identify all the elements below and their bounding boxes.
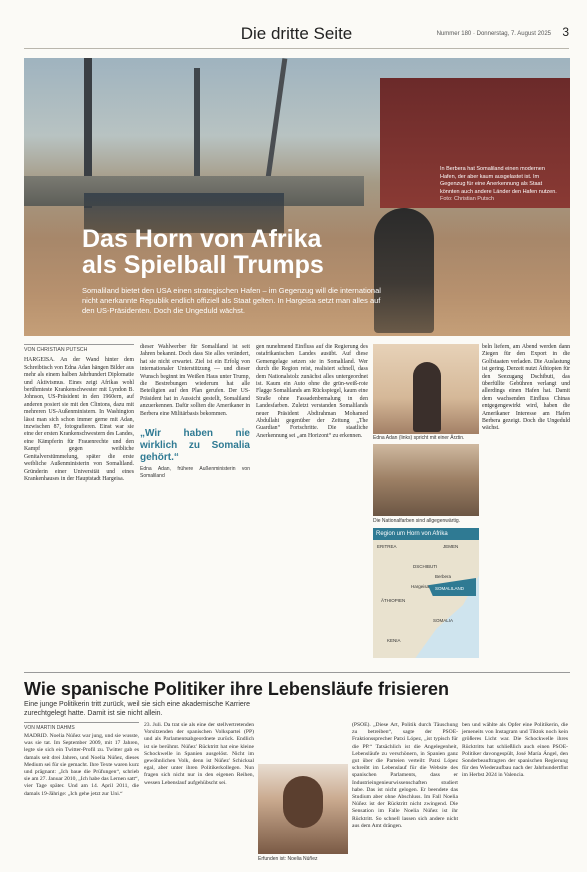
section-title: Die dritte Seite — [240, 24, 353, 43]
article2-headline: Wie spanische Politiker ihre Lebensläufe frisieren — [24, 672, 570, 700]
column-text: dieser Wahlwerber für Somaliland ist seit Jahren bekannt. Doch dass Sie alles verändert, hat sie nicht erwartet. Ziel ist ein Erfolg von internationaler Unterstützung — und dieser Wunsch beginnt im Weißen Haus unter Trump, die Bestrebungen wiederum hat alle Beteiligten auf den Plan gerufen. Der US-Präsident hat in Aussicht gestellt, Somaliland anzuerkennen. Dafür sollten die Amerikaner in Berbera eine Militärbasis bekommen. — [140, 344, 250, 417]
map-label: ÄTHIOPIEN — [381, 598, 406, 603]
article-column-2 — [140, 344, 250, 481]
article2-byline: VON MARTIN DAHMS — [24, 722, 139, 731]
issue-meta: Nummer 180 · Donnerstag, 7. August 2025 — [436, 31, 551, 37]
hero-image — [24, 58, 570, 336]
quote-source: Edna Adan, frühere Außenministerin von Somaliland — [140, 466, 250, 480]
photo-edna-adan — [373, 344, 479, 434]
map-label: SOMALILAND — [435, 586, 465, 591]
photo-caption: Erfunden ist: Noelia Núñez — [258, 856, 318, 862]
hero-caption-text: In Berbera hat Somaliland einen modernen Hafen, der aber kaum ausgelastet ist. Im Gegenzug für eine Anerkennung als Staat könnten auch andere Länder den Hafen nutzen. — [440, 166, 557, 195]
hero-caption-credit: Foto: Christian Putsch — [440, 196, 495, 202]
article2-lead: Eine junge Politikerin tritt zurück, weil sie sich eine akademische Karriere zurechtgelegt hatte. Damit ist sie nicht allein. — [24, 701, 251, 717]
map-label: DSCHIBUTI — [413, 564, 438, 569]
map-label: Hargeisa — [411, 584, 430, 589]
article2-column-1: MADRID. Noelia Núñez war jung, und sie wusste, was sie tat. Im September 2009, mit 17 Jahren, legte sie sich ein Twitter-Profil zu. Twitter gab es damals seit drei Jahren, und Noelia Núñez, dieses Medium sei für sie gemacht. Ihre Texte waren kurz und prägnant: „Ich baue die Prüfungen“, schrieb sie am 27. Januar 2010, „Ich habe das Lernen satt“, vier Tage später. Und am 14. April 2011, die damals 19-Jährige: „Ich gehe jetzt zur Uni.“ — [24, 733, 139, 797]
page-header — [24, 22, 569, 49]
article2-column-5: ben und wählte als Opfer eine Politikerin, die jemeneits von Instagram und Tiktok noch kein größeres Licht war. Die Schockwelle ihres Rücktritts hat schließlich auch einen PSOE-Politiker davongespült, José María Ángel, den Sonderbeauftragten der spanischen Regierung für den Wiederaufbau nach der Jahrhundertflut im Herbst 2024 in Valencia. — [462, 722, 568, 779]
photo-caption: Edna Adan (links) spricht mit einer Ärztin. — [373, 435, 465, 441]
subheadline: Somaliland bietet den USA einen strategischen Hafen – im Gegenzug will die international nicht anerkannte Republik endlich offiziell als Staat gelten. In Hargeisa setzt man alles auf den US-Präsidenten. Doch die Ungeduld wächst. — [82, 286, 381, 315]
photo-national-colors — [373, 444, 479, 516]
article-columns — [24, 344, 570, 658]
map-label: SOMALIA — [433, 618, 454, 623]
article-column-1 — [24, 344, 134, 483]
page-number: 3 — [562, 25, 569, 39]
column-text: HARGEISA. An der Wand hinter dem Schreibtisch von Edna Adan hängen Bilder aus mehr als einem halben Jahrhundert Diplomatie und Aktivismus. Eines zeigt Afrikas wohl berühmteste Krankenschwester mit Lyndon B. Johnson, US-Präsident in den 1960ern, auf anderen posiert sie mit den Clintons, dazu mit mehreren US-Außenministern. In Washington lässt man sich schon immer gerne mit Adan, inzwischen 87, fotografieren. Einst war sie eine der ersten Krankenschwestern des Landes, eine Kämpferin für Frauenrechte und den Kampf gegen weibliche Genitalverstümmelung, später die erste weibliche Außenministerin von Somaliland. Gründerin einer Universität und eines Krankenhauses in der Hauptstadt Hargeisa. — [24, 357, 134, 482]
person-figure — [413, 362, 441, 432]
article2-column-2: 23. Juli. Da trat sie als eine der stellvertretenden Vorsitzenden der spanischen Volkspartei (PP) und als Parlamentsabgeordnete zurück. Endlich ist sie berühmt. Núñez' Rücktritt hat eine kleine Schockwelle in Spanien ausgelöst. Nicht im gewöhnlichen Volk, denn ist Núñez' Schicksal egal, aber unter ihren Politikerkollegen. Nun fragen sich nicht nur in den eigenen Reihen, wessen Lebenslauf aufgehübscht sei. — [144, 722, 254, 786]
article2-column-4 — [352, 722, 458, 830]
hero-caption — [440, 166, 558, 204]
crane-shape — [266, 58, 288, 178]
headline: Das Horn von Afrika als Spielball Trumps — [82, 225, 324, 279]
person-figure — [283, 776, 323, 828]
pull-quote: „Wir haben nie wirklich zu Somalia gehört.“ — [140, 428, 250, 464]
byline: VON CHRISTIAN PUTSCH — [24, 344, 134, 354]
map-label: ERITREA — [377, 544, 397, 549]
column-text: gen nunehmend Einfluss auf die Regierung des ostafrikanischen Landes ausübt. Auf diese Gemengelage setzen sie in Somaliland. Wer durch die Region reist, realisiert schnell, dass dem Nationalstolz zunächst alles untergeordnet ist. Kaum ein Auto ohne die grün-weiß-rote Flagge Somalilands am Rückspiegel, kaum eine Straße ohne Fassadenbemalung in den Landesfarben. Zuletzt verstanden Somalilands neuer Präsident Abdirahman Mohamed Abdullahi gegenüber der Zeitung „The Guardian“ Fortschritte. Die staatliche Anerkennung sei „am Horizont“ zu erkennen. — [256, 344, 368, 439]
article-column-3 — [256, 344, 368, 440]
photo-caption: Die Nationalfarben sind allgegenwärtig. — [373, 518, 460, 524]
region-map — [373, 528, 479, 658]
map-title: Region um Horn von Afrika — [373, 528, 479, 540]
column-text: beln liefern, am Abend werden dann Ziegen für den Export in die Golfstaaten verladen. Die Auslastung ist gering. Derzeit nutzt Äthiopien für den Seezugang Dschibuti, das überfüllte Gebühren verlangt und allerdings einen Hafen hat. Damit dem wachsenden Einfluss Chinas entgegengewirkt wird, haben die Amerikaner Interesse am Hafen Berbera gezeigt. Doch die Ungeduld wächst. — [482, 344, 570, 432]
map-label: KENIA — [387, 638, 401, 643]
column-text: spanischen Parlaments, dass er Industrieingenieurwissenschaften studiert habe. Das ist nicht gelogen. Er beendete das Studium aber ohne Abschluss. Im Fall Noelia Núñez ist der Rücktritt nicht zwingend. Die Sensation im Falle Noelia Núñez ist ihr Rücktritt. So schnell lassen sich andere nicht aus dem Amt drängen. — [352, 772, 458, 829]
map-label: Berbera — [435, 574, 452, 579]
map-label: JEMEN — [443, 544, 459, 549]
column-text: (PSOE). „Diese Art, Politik durch Täuschung zu betreiben“, sagte der PSOE-Fraktionssprecher Patxi López, „ist typisch für die PP.“ Tatsächlich ist die Angelegenheit, Lebensläufe zu verschönern, in Spanien ganz gut über die Parteien verteilt: Patxi López schreibt im Lebenslauf für die Website des — [352, 722, 458, 772]
article-column-4 — [482, 344, 570, 433]
photo-noelia-nunez — [258, 764, 348, 854]
walking-person — [374, 208, 434, 333]
